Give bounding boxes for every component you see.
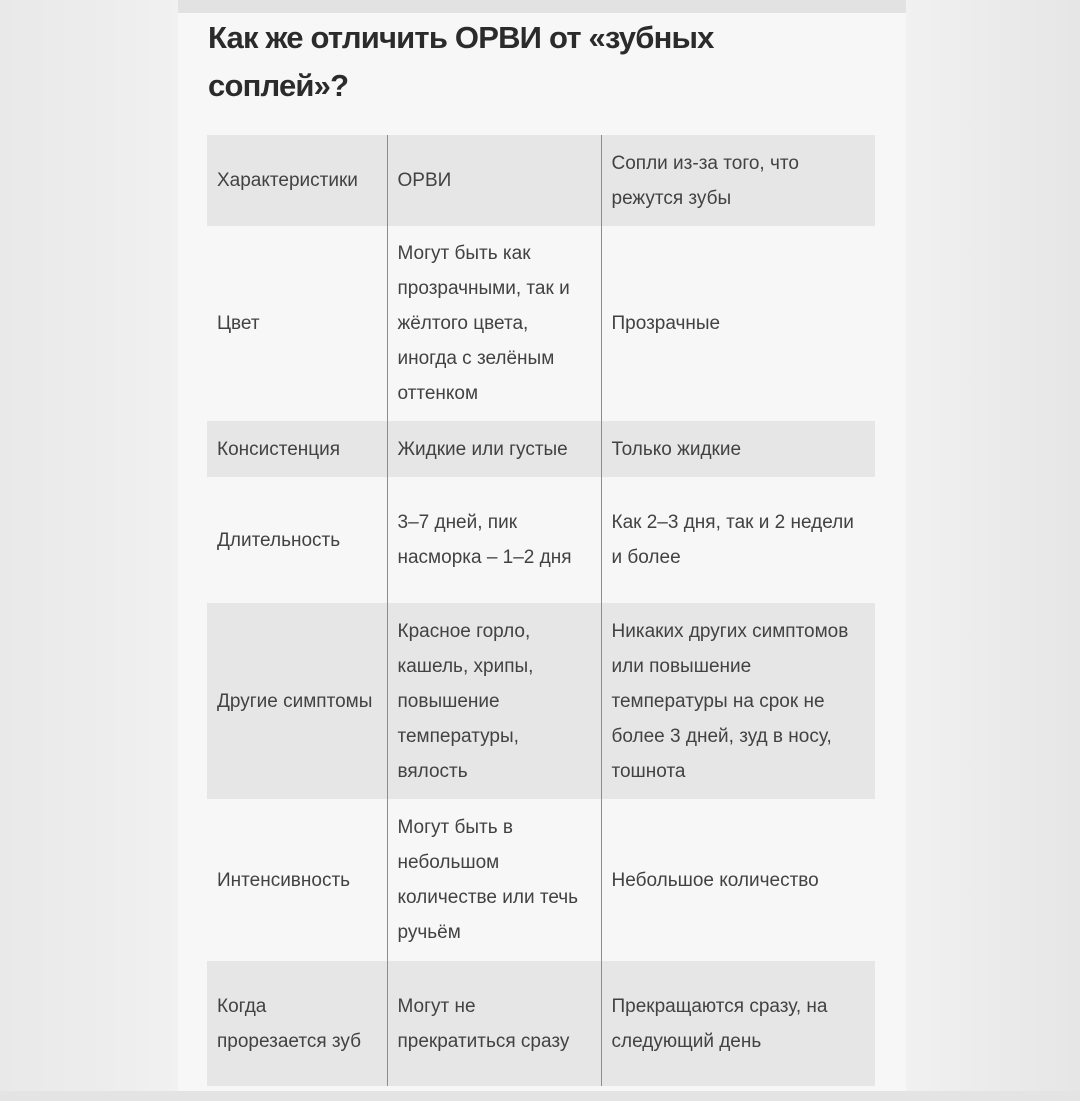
orvi-cell: 3–7 дней, пик насморка – 1–2 дня <box>387 477 601 603</box>
orvi-cell: Могут быть в небольшом количестве или течь ручьём <box>387 799 601 961</box>
header-characteristics: Характеристики <box>207 135 387 226</box>
teething-cell: Никаких других симптомов или повышение температуры на срок не более 3 дней, зуд в носу, тошнота <box>601 603 875 799</box>
table-row <box>207 961 875 1086</box>
article-title: Как же отличить ОРВИ от «зубных соплей»? <box>208 20 714 103</box>
table-header-row <box>207 135 875 226</box>
comparison-table <box>207 135 875 1086</box>
teething-cell: Прозрачные <box>601 226 875 421</box>
orvi-cell: Могут не прекратиться сразу <box>387 961 601 1086</box>
row-label: Консистенция <box>207 421 387 477</box>
table-row <box>207 226 875 421</box>
teething-cell: Как 2–3 дня, так и 2 недели и более <box>601 477 875 603</box>
row-label: Когда прорезается зуб <box>207 961 387 1086</box>
header-teething-snot: Сопли из-за того, что режутся зубы <box>601 135 875 226</box>
row-label: Цвет <box>207 226 387 421</box>
row-label: Другие симптомы <box>207 603 387 799</box>
teething-cell: Небольшое количество <box>601 799 875 961</box>
table-row <box>207 477 875 603</box>
table-row <box>207 421 875 477</box>
orvi-cell: Могут быть как прозрачными, так и жёлтого цвета, иногда с зелёным оттенком <box>387 226 601 421</box>
orvi-cell: Красное горло, кашель, хрипы, повышение температуры, вялость <box>387 603 601 799</box>
table-row <box>207 799 875 961</box>
header-orvi: ОРВИ <box>387 135 601 226</box>
orvi-cell: Жидкие или густые <box>387 421 601 477</box>
teething-cell: Только жидкие <box>601 421 875 477</box>
table-row <box>207 603 875 799</box>
left-background-panel <box>0 0 178 1101</box>
row-label: Длительность <box>207 477 387 603</box>
right-background-panel <box>906 0 1080 1101</box>
teething-cell: Прекращаются сразу, на следующий день <box>601 961 875 1086</box>
row-label: Интенсивность <box>207 799 387 961</box>
bottom-edge-strip <box>0 1091 1080 1101</box>
